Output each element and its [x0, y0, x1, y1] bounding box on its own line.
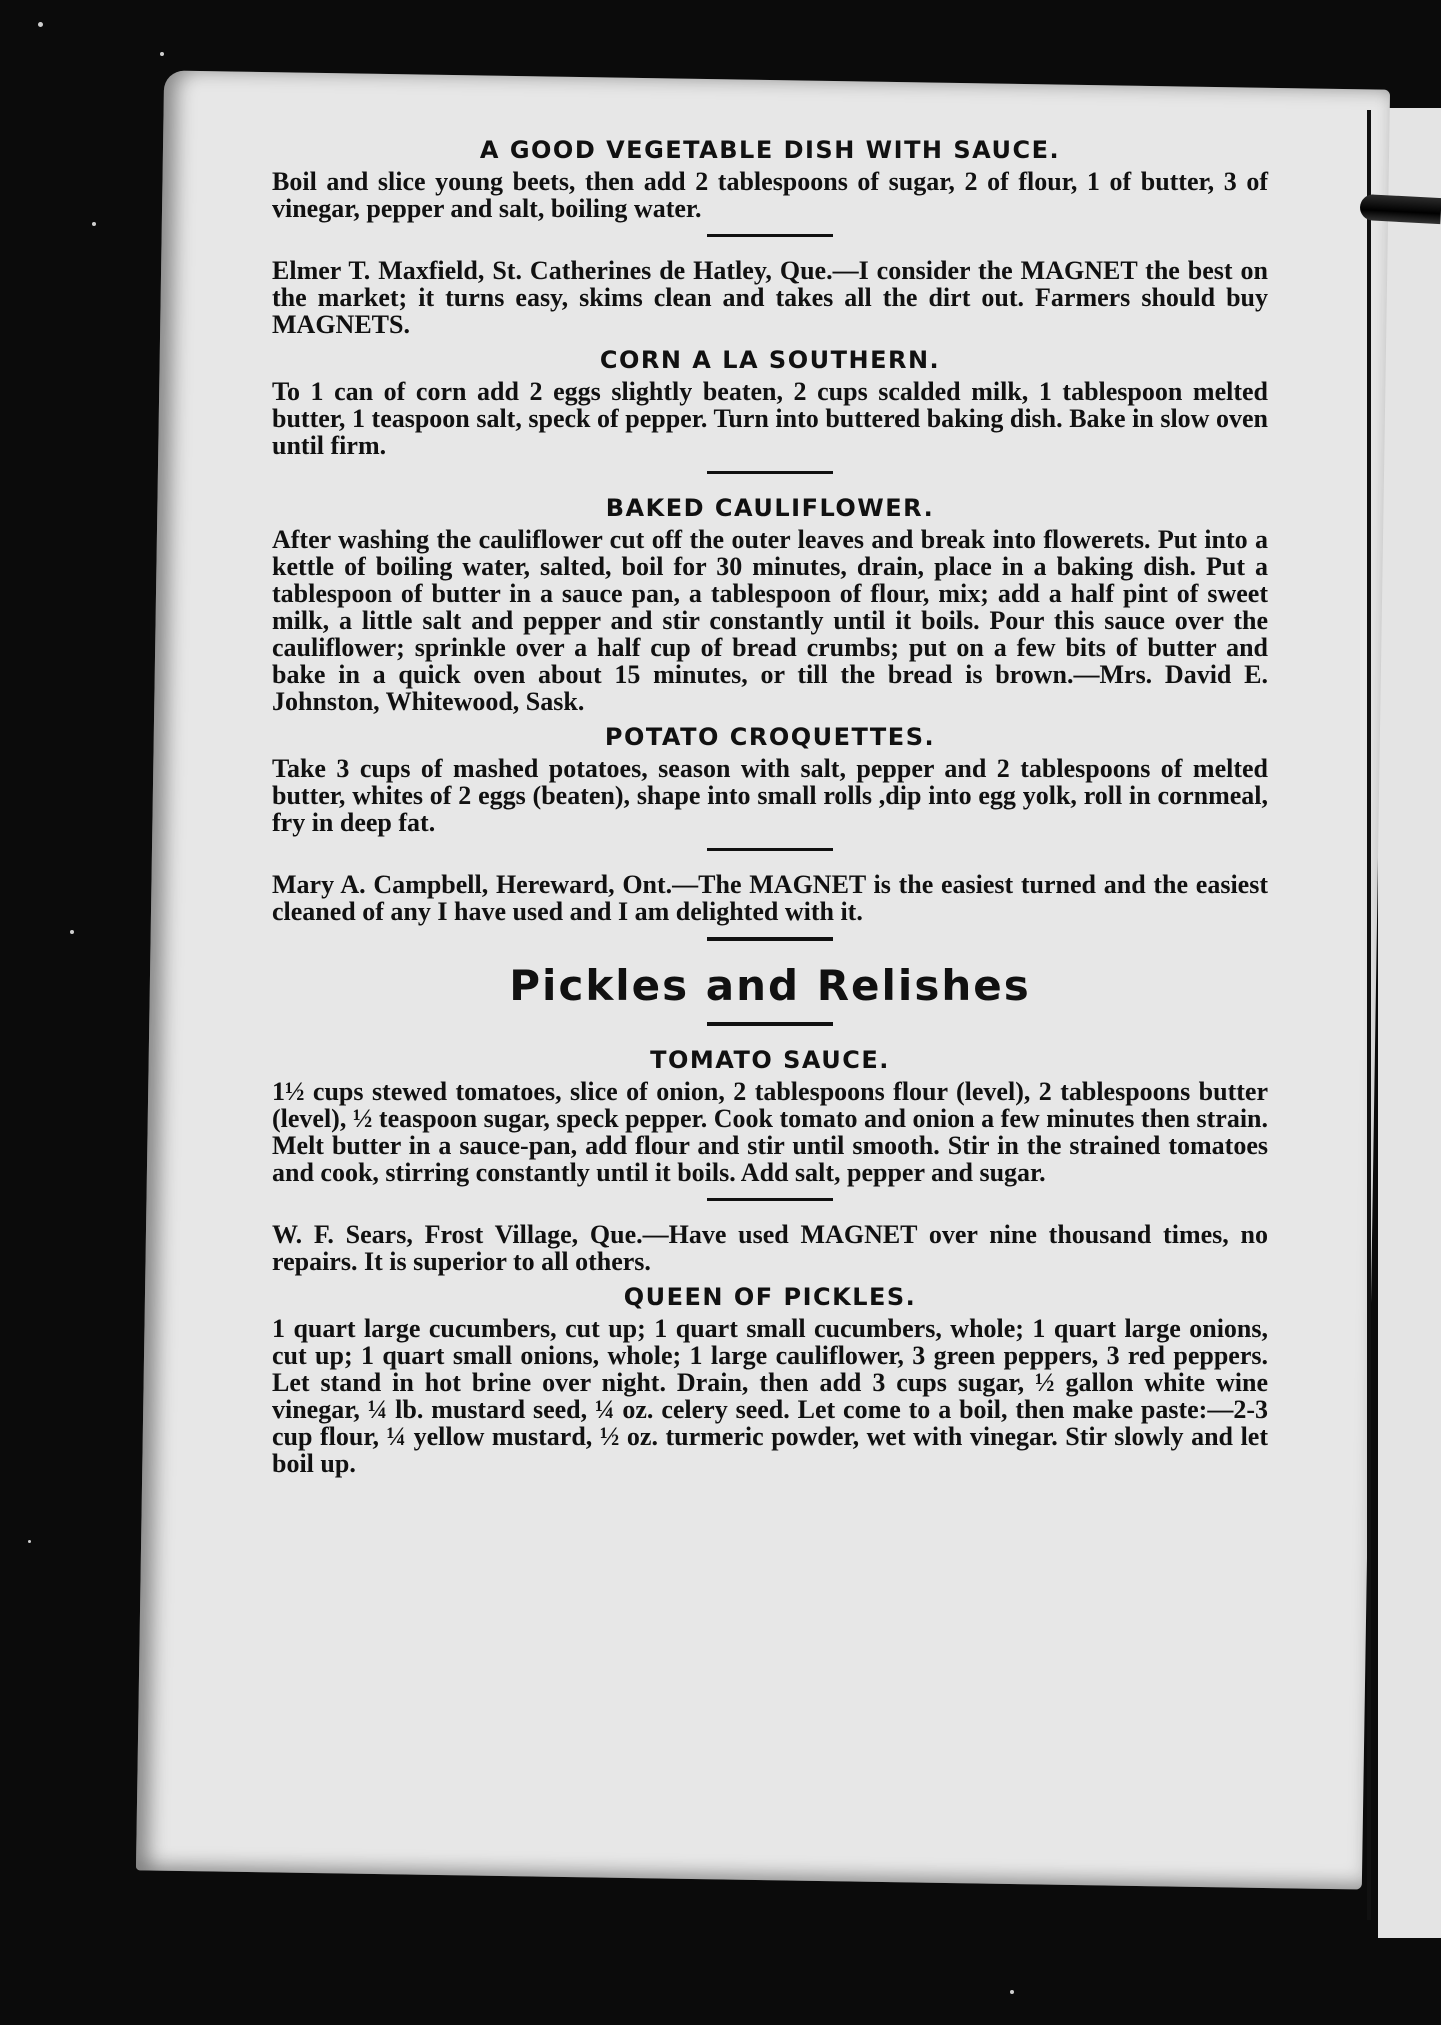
- recipe-text: Boil and slice young beets, then add 2 tablespoons of sugar, 2 of flour, 1 of butter, 3 of vinegar, pepper and salt, boiling water.: [272, 167, 1268, 223]
- recipe: [272, 1283, 1268, 1477]
- recipe-title: QUEEN OF PICKLES.: [623, 1283, 917, 1311]
- recipe: [272, 723, 1268, 836]
- divider: [707, 1022, 833, 1026]
- recipe-text: After washing the cauliflower cut off the outer leaves and break into flowerets. Put into a kettle of boiling water, salted, boil for 30 minutes, drain, place in a baking dish. Put a tablespoon of butter in a sauce pan, a tablespoon of flour, mix; add a half pint of sweet milk, a little salt and pepper and stir constantly until it boils. Pour this sauce over the cauliflower; sprinkle over a half cup of bread crumbs; put on a few bits of butter and bake in a quick oven about 15 minutes, or till the bread is brown.—Mrs. David E. Johnston, Whitewood, Sask.: [272, 525, 1268, 716]
- divider: [707, 234, 833, 237]
- recipe-text: 1½ cups stewed tomatoes, slice of onion, 2 tablespoons flour (level), 2 tablespoons butter (level), ½ teaspoon sugar, speck pepper. Cook tomato and onion a few minutes then strain. Melt butter in a sauce-pan, add flour and stir until smooth. Stir in the strained tomatoes and cook, stirring constantly until it boils. Add salt, pepper and sugar.: [272, 1077, 1268, 1187]
- recipe-title: POTATO CROQUETTES.: [604, 723, 936, 751]
- testimonial: Elmer T. Maxfield, St. Catherines de Hatley, Que.—I consider the MAGNET the best on the market; it turns easy, skims clean and takes all the dirt out. Farmers should buy MAGNETS.: [272, 256, 1268, 339]
- testimonial: Mary A. Campbell, Hereward, Ont.—The MAGNET is the easiest turned and the easiest cleaned of any I have used and I am delighted with it.: [272, 870, 1268, 926]
- dust-speck: [160, 52, 164, 56]
- recipe: [272, 346, 1268, 459]
- dust-speck: [70, 930, 74, 934]
- recipe: [272, 1046, 1268, 1186]
- recipe: [272, 494, 1268, 715]
- dust-speck: [92, 222, 96, 226]
- recipe-text: To 1 can of corn add 2 eggs slightly beaten, 2 cups scalded milk, 1 tablespoon melted butter, 1 teaspoon salt, speck of pepper. Turn into buttered baking dish. Bake in slow oven until firm.: [272, 377, 1268, 460]
- recipe-text: 1 quart large cucumbers, cut up; 1 quart small cucumbers, whole; 1 quart large onions, cut up; 1 quart small onions, whole; 1 large cauliflower, 3 green peppers, 3 red peppers. Let stand in hot brine over night. Drain, then add 3 cups sugar, ½ gallon white wine vinegar, ¼ lb. mustard seed, ¼ oz. celery seed. Let come to a boil, then make paste:—2-3 cup flour, ¼ yellow mustard, ½ oz. turmeric powder, wet with vinegar. Stir slowly and let boil up.: [272, 1314, 1268, 1478]
- page-content: [272, 128, 1268, 1477]
- divider: [707, 937, 833, 941]
- divider: [707, 1198, 833, 1201]
- facing-page-edge: [1378, 108, 1441, 1938]
- recipe-text: Take 3 cups of mashed potatoes, season with salt, pepper and 2 tablespoons of melted butter, whites of 2 eggs (beaten), shape into small rolls ,dip into egg yolk, roll in cornmeal, fry in deep fat.: [272, 754, 1268, 837]
- dust-speck: [1010, 1990, 1014, 1994]
- dust-speck: [38, 22, 43, 27]
- recipe-title: CORN A LA SOUTHERN.: [599, 346, 941, 374]
- section-title: Pickles and Relishes: [509, 961, 1031, 1010]
- recipe-title: TOMATO SAUCE.: [650, 1046, 890, 1074]
- recipe: [272, 136, 1268, 222]
- recipe-title: BAKED CAULIFLOWER.: [605, 494, 935, 522]
- testimonial: W. F. Sears, Frost Village, Que.—Have used MAGNET over nine thousand times, no repairs. It is superior to all others.: [272, 1220, 1268, 1276]
- divider: [707, 848, 833, 851]
- recipe-title: A GOOD VEGETABLE DISH WITH SAUCE.: [479, 136, 1061, 164]
- divider: [707, 471, 833, 474]
- dust-speck: [28, 1540, 31, 1543]
- binding-string: [1359, 194, 1441, 224]
- page-gutter-line: [1367, 110, 1371, 1920]
